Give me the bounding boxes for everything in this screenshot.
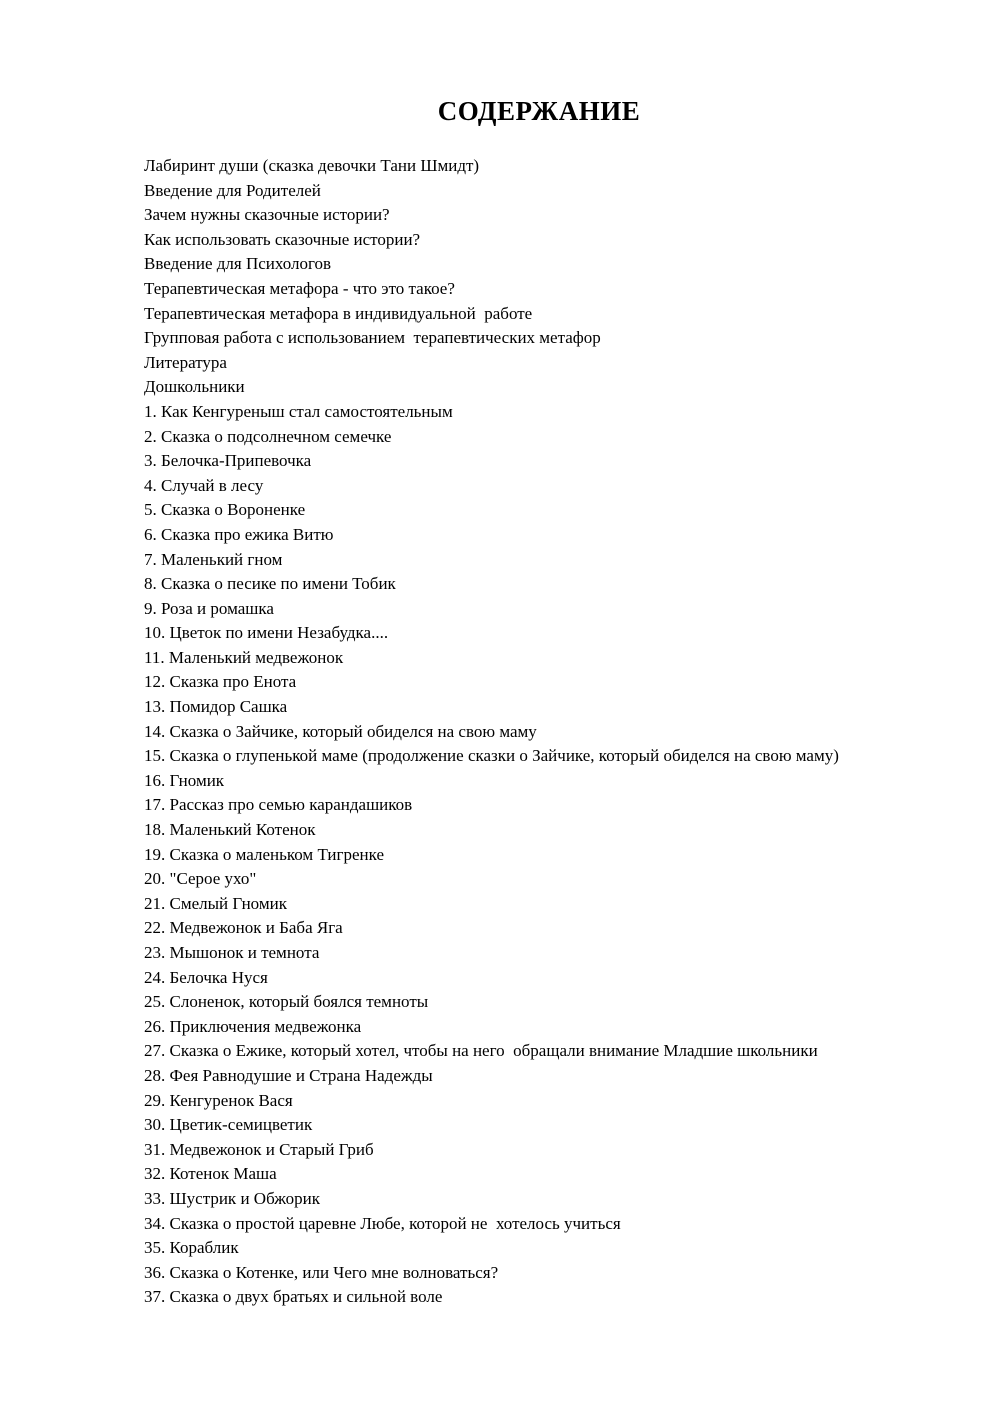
toc-line: 25. Слоненок, который боялся темноты (144, 992, 429, 1012)
toc-line: 7. Маленький гном (144, 549, 283, 569)
toc-line: 16. Гномик (144, 770, 225, 790)
toc-line: 24. Белочка Нуся (144, 967, 268, 987)
toc-line: 17. Рассказ про семью карандашиков (144, 795, 413, 815)
toc-line: 10. Цветок по имени Незабудка.... (144, 623, 389, 643)
toc-line: Лабиринт души (сказка девочки Тани Шмидт) (144, 156, 480, 175)
toc-line: 8. Сказка о песике по имени Тобик (144, 574, 396, 594)
toc-line: 6. Сказка про ежика Витю (144, 524, 334, 544)
toc-line: 18. Маленький Котенок (144, 820, 316, 840)
toc-line: 20. "Серое ухо" (144, 869, 257, 889)
toc-line: 1. Как Кенгуреныш стал самостоятельным (144, 401, 453, 421)
toc-line: 36. Сказка о Котенке, или Чего мне волноваться? (144, 1262, 499, 1282)
toc-line: 32. Котенок Маша (144, 1164, 277, 1184)
toc-line: 26. Приключения медвежонка (144, 1016, 362, 1036)
toc-line: 12. Сказка про Енота (144, 672, 297, 692)
toc-line: 35. Кораблик (144, 1238, 239, 1258)
toc-line: Дошкольники (144, 377, 245, 397)
toc-line: 14. Сказка о Зайчике, который обиделся на свою маму (144, 721, 537, 741)
toc-line: Литература (144, 352, 227, 372)
toc-line: 13. Помидор Сашка (144, 697, 288, 717)
toc-line: Введение для Психологов (144, 254, 332, 274)
document-content (144, 0, 934, 1310)
toc-line: 22. Медвежонок и Баба Яга (144, 918, 343, 938)
toc-line: 5. Сказка о Вороненке (144, 500, 306, 520)
toc-line: 30. Цветик-семицветик (144, 1115, 313, 1135)
toc-line: Терапевтическая метафора - что это такое? (144, 278, 455, 298)
toc-line: 33. Шустрик и Обжорик (144, 1188, 320, 1208)
toc-list (144, 154, 934, 1310)
toc-line: 11. Маленький медвежонок (144, 647, 344, 667)
toc-line: Как использовать сказочные истории? (144, 229, 421, 249)
toc-line: Групповая работа с использованием терапевтических метафор (144, 328, 601, 348)
toc-line: Зачем нужны сказочные истории? (144, 205, 390, 225)
toc-line: 23. Мышонок и темнота (144, 943, 320, 962)
toc-line: 21. Смелый Гномик (144, 893, 287, 913)
page-title: СОДЕРЖАНИЕ (437, 96, 641, 126)
toc-line: Терапевтическая метафора в индивидуальной работе (144, 303, 533, 323)
toc-line: 19. Сказка о маленьком Тигренке (144, 844, 385, 864)
toc-line: 29. Кенгуренок Вася (144, 1090, 293, 1110)
toc-line: 15. Сказка о глупенькой маме (продолжение сказки о Зайчике, который обиделся на свою маму) (144, 746, 839, 766)
toc-line: 9. Роза и ромашка (144, 598, 274, 618)
toc-line: Введение для Родителей (144, 180, 321, 200)
toc-line: 34. Сказка о простой царевне Любе, которой не хотелось учиться (144, 1213, 621, 1233)
toc-line: 28. Фея Равнодушие и Страна Надежды (144, 1065, 433, 1085)
toc-line: 37. Сказка о двух братьях и сильной воле (144, 1287, 443, 1307)
toc-line: 31. Медвежонок и Старый Гриб (144, 1139, 374, 1159)
toc-line: 4. Случай в лесу (144, 475, 264, 495)
toc-line: 3. Белочка-Припевочка (144, 451, 312, 471)
toc-line: 27. Сказка о Ежике, который хотел, чтобы на него обращали внимание Младшие школьники (144, 1041, 818, 1061)
toc-line: 2. Сказка о подсолнечном семечке (144, 426, 392, 446)
